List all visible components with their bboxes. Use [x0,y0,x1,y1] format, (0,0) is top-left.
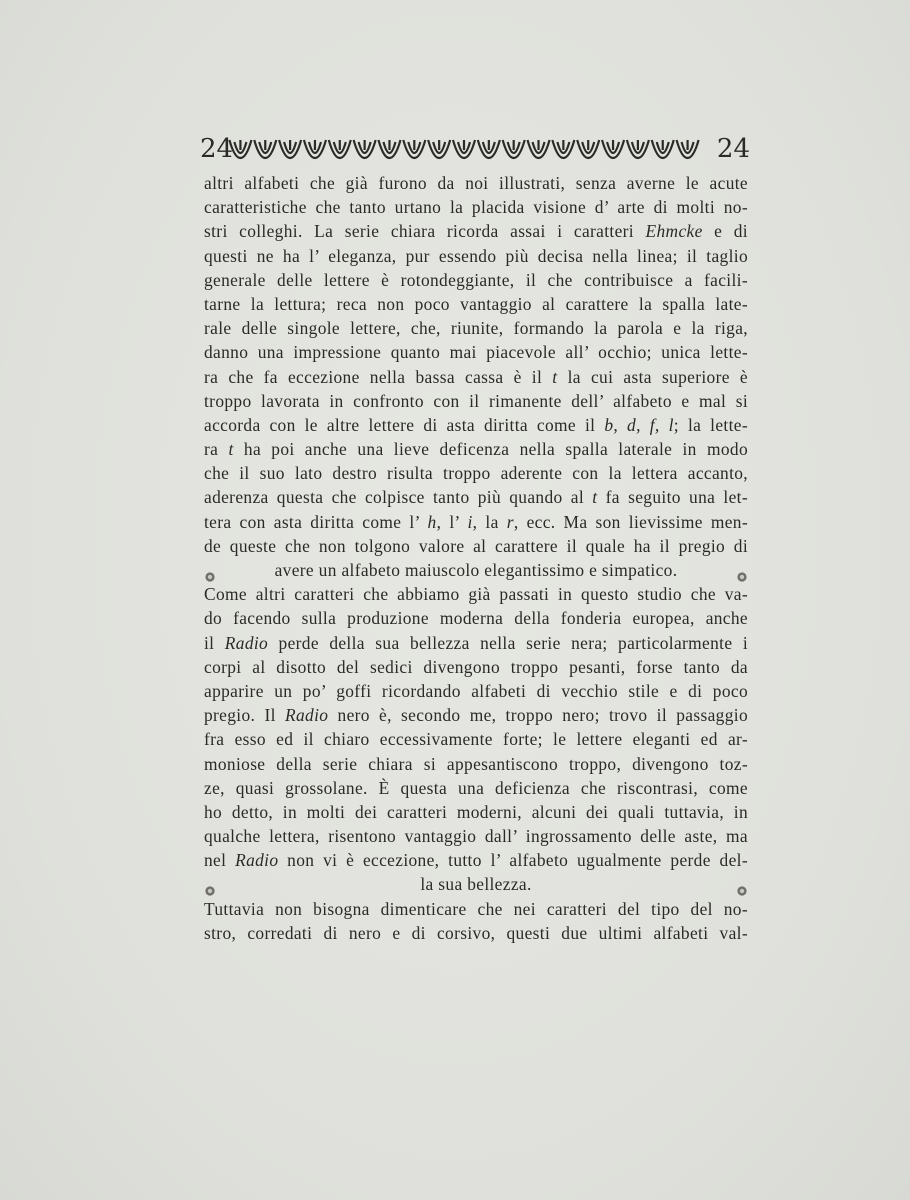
text-line: ra che fa eccezione nella bassa cassa è il t la cui asta superiore è [204,366,748,387]
text-line: pregio. Il Radio nero è, secondo me, troppo nero; trovo il passaggio [204,705,748,726]
text-line: aderenza questa che colpisce tanto più quando al t fa seguito una let- [204,487,748,508]
text-line: che il suo lato destro risulta troppo aderente con la lettera accanto, [204,463,748,484]
page-number-left: 24 [200,134,234,164]
text-line: generale delle lettere è rotondeggiante, il che contribuisce a facili- [204,269,748,290]
text-line: danno una impressione quanto mai piacevole all’ occhio; unica lette- [204,342,748,363]
text-line: troppo lavorata in confronto con il rimanente dell’ alfabeto e mal si [204,390,748,411]
text-line: fra esso ed il chiaro eccessivamente forte; le lettere eleganti ed ar- [204,729,748,750]
text-line: stro, corredati di nero e di corsivo, questi due ultimi alfabeti val- [204,922,748,943]
text-line: qualche lettera, risentono vantaggio dall’ ingrossamento delle aste, ma [204,826,748,847]
text-line: questi ne ha l’ eleganza, pur essendo più decisa nella linea; il taglio [204,245,748,266]
flower-ornament-icon [204,565,216,577]
body-text [204,171,748,945]
flower-ornament-icon [736,565,748,577]
text-line: ze, quasi grossolane. È questa una deficienza che riscontrasi, come [204,777,748,798]
text-line: il Radio perde della sua bellezza nella serie nera; particolarmente i [204,632,749,653]
text-line: nel Radio non vi è eccezione, tutto l’ alfabeto ugualmente perde del- [204,850,748,871]
text-line: stri colleghi. La serie chiara ricorda assai i caratteri Ehmcke e di [204,221,748,242]
text-line: accorda con le altre lettere di asta diritta come il b, d, f, l; la lette- [204,414,749,435]
page-number-right: 24 [716,134,750,164]
text-line: do facendo sulla produzione moderna della fonderia europea, anche [204,608,748,629]
flower-ornament-icon [736,879,748,891]
text-line: de queste che non tolgono valore al carattere il quale ha il pregio di [204,535,748,556]
running-header [200,134,750,166]
text-line: moniose della serie chiara si appesantiscono troppo, divengono toz- [204,753,748,774]
text-line: tera con asta diritta come l’ h, l’ i, la r, ecc. Ma son lievissime men- [204,511,748,532]
laurel-band-icon [228,136,700,162]
text-line: Come altri caratteri che abbiamo già passati in questo studio che va- [204,584,748,605]
text-line: tarne la lettura; reca non poco vantaggio al carattere la spalla late- [204,293,748,314]
text-line: Tuttavia non bisogna dimenticare che nei caratteri del tipo del no- [204,898,748,919]
text-line: avere un alfabeto maiuscolo elegantissimo e simpatico. [204,558,748,582]
flower-ornament-icon [204,879,216,891]
text-line: apparire un po’ goffi ricordando alfabeti di vecchio stile e di poco [204,680,748,701]
text-line: la sua bellezza. [204,872,748,896]
text-line: ho detto, in molti dei caratteri moderni, alcuni dei quali tuttavia, in [204,801,748,822]
text-line: rale delle singole lettere, che, riunite, formando la parola e la riga, [204,318,748,339]
text-line: altri alfabeti che già furono da noi illustrati, senza averne le acute [204,173,748,193]
text-line: ra t ha poi anche una lieve deficenza nella spalla laterale in modo [204,439,748,460]
text-line: caratteristiche che tanto urtano la placida visione d’ arte di molti no- [204,197,748,218]
text-line: corpi al disotto del sedici divengono troppo pesanti, forse tanto da [204,656,748,677]
